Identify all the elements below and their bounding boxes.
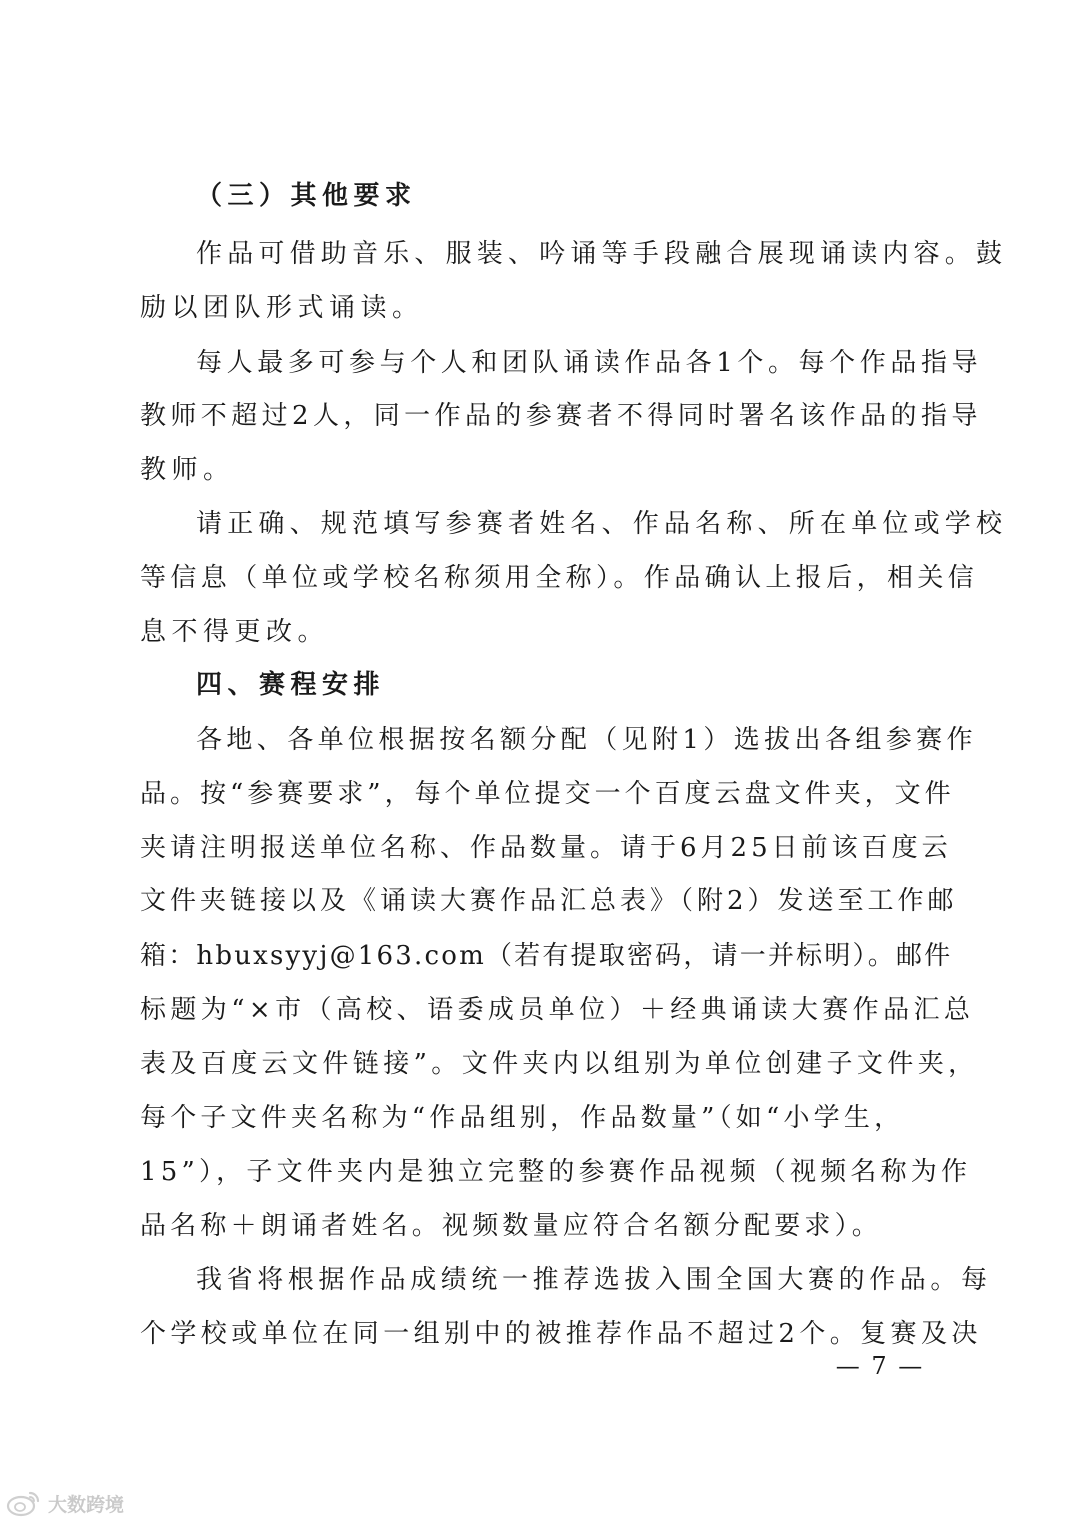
paragraph-line: 品名称＋朗诵者姓名。视频数量应符合名额分配要求）。 (140, 1211, 883, 1241)
weibo-logo-icon (6, 1489, 42, 1517)
paragraph-line-email: 箱：hbuxsyyj@163.com（若有提取密码，请一并标明）。邮件 (140, 941, 953, 971)
paragraph-line: 品。按“参赛要求”，每个单位提交一个百度云盘文件夹，文件 (140, 779, 955, 809)
paragraph-line: 我省将根据作品成绩统一推荐选拔入围全国大赛的作品。每 (196, 1265, 992, 1295)
watermark (6, 1488, 124, 1518)
paragraph-line: 各地、各单位根据按名额分配（见附1）选拔出各组参赛作 (196, 725, 977, 755)
paragraph-line: 标题为“×市（高校、语委成员单位）＋经典诵读大赛作品汇总 (140, 995, 975, 1025)
paragraph-line: 教师不超过2人，同一作品的参赛者不得同时署名该作品的指导 (140, 401, 982, 431)
paragraph-line: 励以团队形式诵读。 (140, 293, 424, 323)
paragraph-line: 每个子文件夹名称为“作品组别，作品数量”（如“小学生， (140, 1103, 905, 1133)
page-number: — 7 — (835, 1352, 925, 1380)
paragraph-line: 15”），子文件夹内是独立完整的参赛作品视频（视频名称为作 (140, 1157, 972, 1187)
paragraph-line: 表及百度云文件链接”。文件夹内以组别为单位创建子文件夹， (140, 1049, 979, 1079)
paragraph-line: 夹请注明报送单位名称、作品数量。请于6月25日前该百度云 (140, 833, 952, 863)
paragraph-line: 个学校或单位在同一组别中的被推荐作品不超过2个。复赛及决 (140, 1319, 982, 1349)
watermark-text: 大数跨境 (48, 1493, 125, 1516)
paragraph-line: 息不得更改。 (140, 617, 330, 647)
paragraph-line: 作品可借助音乐、服装、吟诵等手段融合展现诵读内容。鼓 (196, 239, 1008, 269)
subsection-heading-other-requirements: （三）其他要求 (196, 181, 417, 211)
paragraph-line: 请正确、规范填写参赛者姓名、作品名称、所在单位或学校 (196, 509, 1008, 539)
paragraph-line: 等信息（单位或学校名称须用全称）。作品确认上报后，相关信 (140, 563, 979, 593)
paragraph-line: 教师。 (140, 455, 235, 485)
paragraph-line: 文件夹链接以及《诵读大赛作品汇总表》（附2）发送至工作邮 (140, 886, 958, 916)
paragraph-line: 每人最多可参与个人和团队诵读作品各1个。每个作品指导 (196, 348, 983, 378)
section-heading-schedule: 四、赛程安排 (196, 670, 386, 700)
